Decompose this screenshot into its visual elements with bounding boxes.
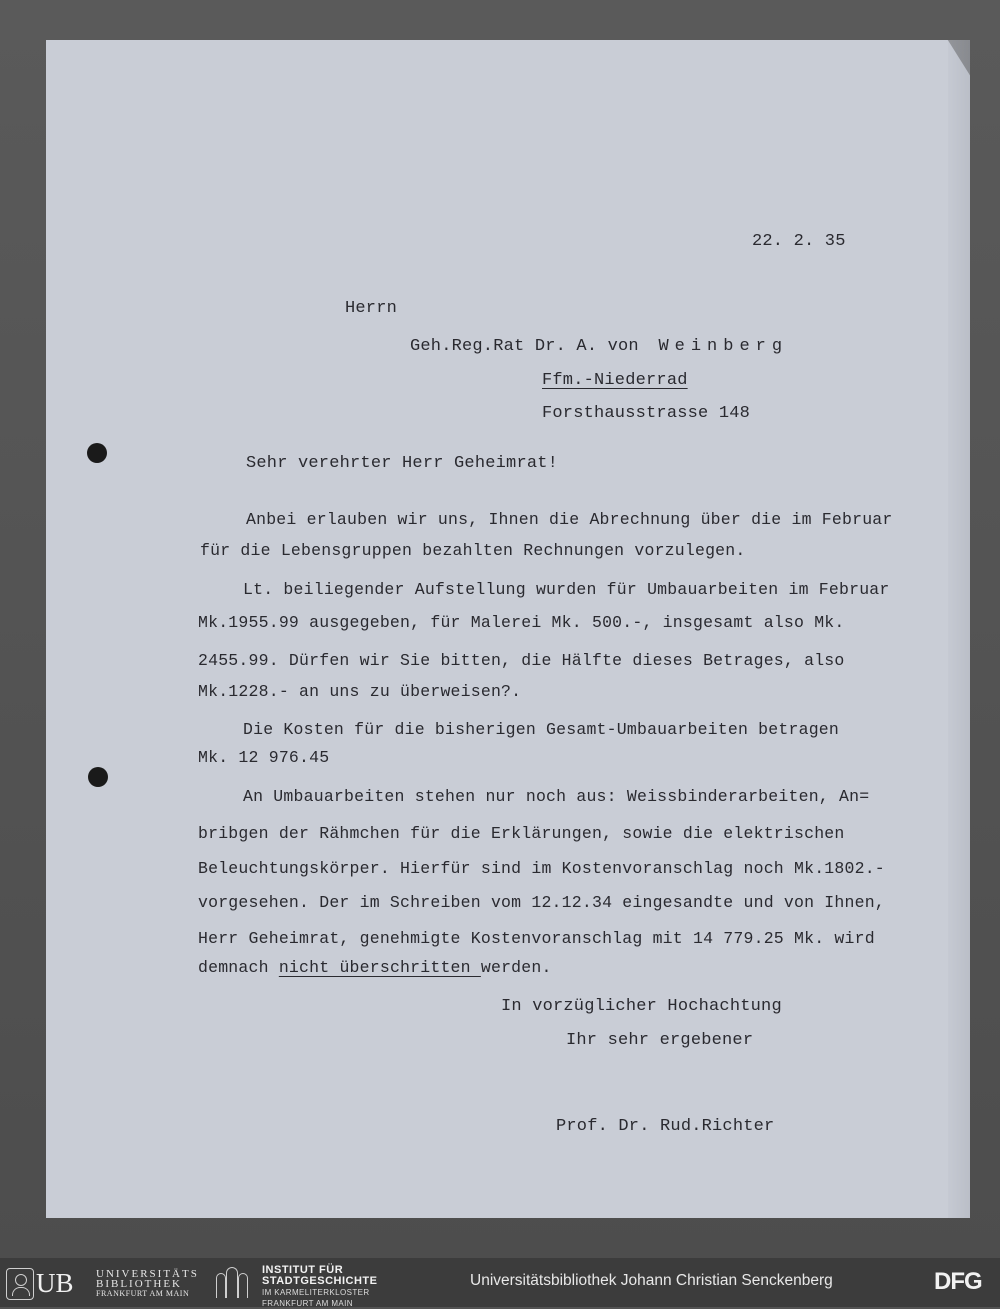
ub-logo-line: UNIVERSITÄTS (96, 1268, 199, 1280)
recipient-name-line (410, 337, 788, 356)
body-line: Mk.1955.99 ausgegeben, für Malerei Mk. 500.-, insgesamt also Mk. (198, 613, 845, 632)
ub-logo-letters: UB (36, 1268, 74, 1298)
isg-arches-icon (216, 1268, 250, 1298)
body-last-line-prefix: demnach (198, 958, 279, 977)
body-last-line-suffix: werden. (480, 958, 552, 977)
body-line: Herr Geheimrat, genehmigte Kostenvoranschlag mit 14 779.25 Mk. wird (198, 929, 875, 948)
isg-logo-text (262, 1265, 377, 1309)
closing-regards: Ihr sehr ergebener (566, 1031, 754, 1050)
isg-logo-line: STADTGESCHICHTE (262, 1275, 378, 1287)
body-line: 2455.99. Dürfen wir Sie bitten, die Hälfte dieses Betrages, also (198, 651, 845, 670)
signature: Prof. Dr. Rud.Richter (556, 1117, 775, 1136)
body-last-line (198, 958, 552, 977)
body-line: Mk. 12 976.45 (198, 748, 330, 767)
paper-edge (948, 40, 970, 1218)
letter-date: 22. 2. 35 (752, 232, 846, 251)
recipient-place: Ffm.-Niederrad (542, 371, 688, 390)
dfg-logo: DFG (934, 1268, 982, 1295)
recipient-surname: Weinberg (658, 337, 789, 356)
body-line: Mk.1228.- an uns zu überweisen?. (198, 682, 522, 701)
isg-logo-line: FRANKFURT AM MAIN (262, 1299, 353, 1308)
punch-hole-upper (87, 443, 107, 463)
ub-emblem-icon (6, 1268, 34, 1300)
ub-logo-text (96, 1269, 199, 1299)
isg-logo-line: IM KARMELITERKLOSTER (262, 1288, 370, 1297)
body-line: bribgen der Rähmchen für die Erklärungen, sowie die elektrischen (198, 824, 845, 843)
body-line: Die Kosten für die bisherigen Gesamt-Umbauarbeiten betragen (243, 720, 839, 739)
recipient-street: Forsthausstrasse 148 (542, 404, 751, 423)
ub-logo-line: BIBLIOTHEK (96, 1278, 182, 1290)
body-line: für die Lebensgruppen bezahlten Rechnungen vorzulegen. (200, 541, 746, 560)
body-line: Lt. beiliegender Aufstellung wurden für Umbauarbeiten im Februar (243, 580, 890, 599)
body-underlined-phrase: nicht überschritten (278, 958, 481, 977)
body-line: An Umbauarbeiten stehen nur noch aus: Weissbinderarbeiten, An= (243, 787, 870, 806)
library-name: Universitätsbibliothek Johann Christian Senckenberg (470, 1272, 833, 1289)
punch-hole-lower (88, 767, 108, 787)
footer-bar (0, 1258, 1000, 1307)
body-line: Beleuchtungskörper. Hierfür sind im Kostenvoranschlag noch Mk.1802.- (198, 859, 885, 878)
recipient-name: Geh.Reg.Rat Dr. A. von (410, 337, 639, 356)
isg-logo-line: INSTITUT FÜR (262, 1264, 344, 1276)
body-line: vorgesehen. Der im Schreiben vom 12.12.34 eingesandte und von Ihnen, (198, 893, 885, 912)
body-line: Anbei erlauben wir uns, Ihnen die Abrechnung über die im Februar (246, 510, 893, 529)
closing-phrase: In vorzüglicher Hochachtung (501, 997, 782, 1016)
recipient-salutation: Herrn (345, 299, 398, 318)
greeting: Sehr verehrter Herr Geheimrat! (246, 454, 559, 473)
ub-logo-line: FRANKFURT AM MAIN (96, 1289, 190, 1298)
